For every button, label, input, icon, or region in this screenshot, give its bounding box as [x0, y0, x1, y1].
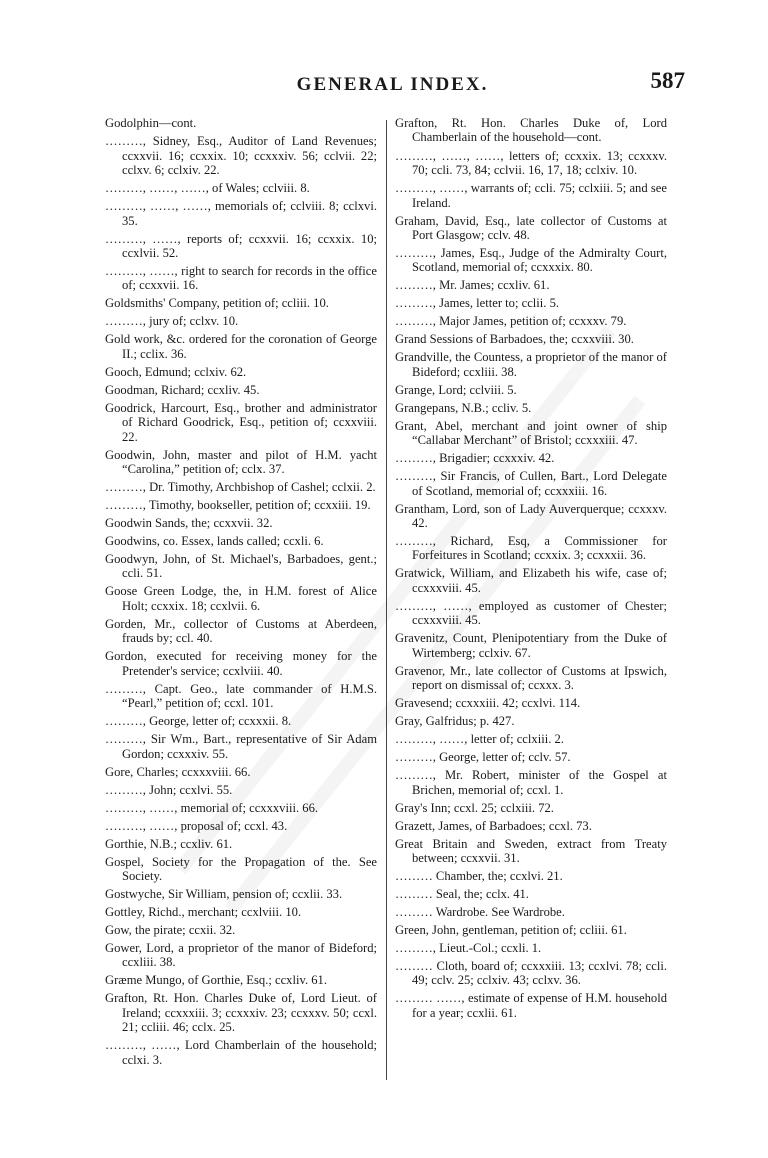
index-entry: ……… Cloth, board of; ccxxxiii. 13; ccxlvi. 78; ccli. 49; cclv. 25; cclxiv. 43; cclxv. 36. — [395, 958, 667, 988]
index-entry: Grangepans, N.B.; ccliv. 5. — [395, 400, 532, 415]
index-entry: Graham, David, Esq., late collector of Customs at Port Glasgow; cclv. 48. — [395, 213, 667, 243]
index-entry: ………, Sir Wm., Bart., representative of Sir Adam Gordon; ccxxxiv. 55. — [105, 732, 377, 761]
index-entry: ………, ……, employed as customer of Chester; ccxxxviii. 45. — [395, 598, 667, 628]
index-entry: ………, ……, ……, of Wales; cclviii. 8. — [105, 181, 310, 196]
index-entry: Gratwick, William, and Elizabeth his wife, case of; ccxxxviii. 45. — [395, 566, 667, 595]
index-entry: ………, ……, proposal of; ccxl. 43. — [105, 818, 288, 833]
index-entry: Goodwyn, John, of St. Michael's, Barbadoes, gent.; ccli. 51. — [105, 552, 377, 581]
index-entry: Grantham, Lord, son of Lady Auverquerque; ccxxxv. 42. — [395, 501, 667, 531]
index-entry: ……… Chamber, the; ccxlvi. 21. — [395, 868, 563, 883]
column-divider — [386, 120, 387, 1080]
index-entry: ………, George, letter of; cclv. 57. — [395, 750, 571, 765]
index-entry: ………, John; ccxlvi. 55. — [105, 782, 233, 797]
index-entry: Gottley, Richd., merchant; ccxlviii. 10. — [105, 904, 302, 919]
index-entry: ………, Mr. James; ccxliv. 61. — [395, 278, 550, 293]
index-entry: ……… ……, estimate of expense of H.M. household for a year; ccxlii. 61. — [395, 991, 667, 1020]
index-entry: Great Britain and Sweden, extract from Treaty between; ccxxvii. 31. — [395, 836, 667, 865]
index-entry: ………, Richard, Esq, a Commissioner for Forfeitures in Scotland; ccxxix. 3; ccxxxii. 36. — [395, 534, 667, 563]
index-entry: Goodman, Richard; ccxliv. 45. — [105, 382, 260, 397]
index-entry: Goodwin, John, master and pilot of H.M. yacht “Carolina,” petition of; cclx. 37. — [105, 447, 377, 477]
index-entry: Græme Mungo, of Gorthie, Esq.; ccxliv. 61. — [105, 973, 327, 988]
index-entry: Grazett, James, of Barbadoes; ccxl. 73. — [395, 818, 592, 833]
page-number: 587 — [650, 68, 685, 93]
index-column-right — [395, 116, 667, 1024]
index-entry: Green, John, gentleman, petition of; ccliii. 61. — [395, 922, 627, 937]
index-entry: ………, jury of; cclxv. 10. — [105, 314, 239, 329]
index-entry: ………, Dr. Timothy, Archbishop of Cashel; cclxii. 2. — [105, 480, 376, 495]
index-entry: ………, ……, reports of; ccxxvii. 16; ccxxix. 10; ccxlvii. 52. — [105, 231, 377, 261]
index-entry: Gravenitz, Count, Plenipotentiary from the Duke of Wirtemberg; cclxiv. 67. — [395, 631, 667, 660]
index-entry: Gower, Lord, a proprietor of the manor of Bideford; ccxliii. 38. — [105, 940, 377, 970]
index-entry: ………, ……, memorial of; ccxxxviii. 66. — [105, 800, 319, 815]
index-entry: ………, ……, ……, memorials of; cclviii. 8; cclxvi. 35. — [105, 199, 377, 228]
index-entry: Goodwins, co. Essex, lands called; ccxli. 6. — [105, 534, 324, 549]
index-entry: ………, James, letter to; cclii. 5. — [395, 296, 560, 311]
index-entry: ………, Major James, petition of; ccxxxv. 79. — [395, 314, 627, 329]
index-entry: Gold work, &c. ordered for the coronation of George II.; cclix. 36. — [105, 332, 377, 361]
index-entry: Goldsmiths' Company, petition of; ccliii. 10. — [105, 296, 329, 311]
index-entry: Gray, Galfridus; p. 427. — [395, 714, 515, 729]
index-entry: ………, ……, ……, letters of; ccxxix. 13; ccxxxv. 70; ccli. 73, 84; cclvii. 16, 17, 18; cclxiv. 10. — [395, 148, 667, 178]
index-entry: ………, Brigadier; ccxxxiv. 42. — [395, 451, 555, 466]
index-entry: Gravenor, Mr., late collector of Customs at Ipswich, report on dismissal of; ccxxx. 3. — [395, 663, 667, 693]
index-entry: ………, Capt. Geo., late commander of H.M.S. “Pearl,” petition of; ccxl. 101. — [105, 681, 377, 711]
index-entry: Grafton, Rt. Hon. Charles Duke of, Lord Lieut. of Ireland; ccxxxiii. 3; ccxxxiv. 23; ccxxxv. 50; ccxl. 21; ccliii. 46; cclx. 25. — [105, 991, 377, 1035]
index-entry: Gravesend; ccxxxiii. 42; ccxlvi. 114. — [395, 696, 581, 711]
index-entry: Godolphin—cont. — [105, 116, 197, 130]
index-column-left — [105, 116, 377, 1071]
index-entry: Gore, Charles; ccxxxviii. 66. — [105, 764, 251, 779]
index-entry: Gow, the pirate; ccxii. 32. — [105, 922, 236, 937]
index-entry: ………, ……, letter of; cclxiii. 2. — [395, 732, 564, 747]
page-title: GENERAL INDEX. — [296, 74, 489, 95]
index-entry: Grand Sessions of Barbadoes, the; ccxxviii. 30. — [395, 332, 634, 347]
index-entry: Grafton, Rt. Hon. Charles Duke of, Lord Chamberlain of the household—cont. — [395, 116, 667, 145]
index-entry: ……… Wardrobe. See Wardrobe. — [395, 904, 565, 919]
index-entry: ………, Sidney, Esq., Auditor of Land Revenues; ccxxvii. 16; ccxxix. 10; ccxxxiv. 56; cclvii. 22; cclxv. 6; cclxiv. 22. — [105, 134, 377, 178]
index-entry: Gooch, Edmund; cclxiv. 62. — [105, 364, 247, 379]
index-entry: Gordon, executed for receiving money for the Pretender's service; ccxlviii. 40. — [105, 649, 377, 678]
index-entry: Goose Green Lodge, the, in H.M. forest of Alice Holt; ccxxix. 18; ccxlvii. 6. — [105, 584, 377, 613]
index-entry: ………, ……, warrants of; ccli. 75; cclxiii. 5; and see Ireland. — [395, 181, 667, 210]
index-entry: Goodrick, Harcourt, Esq., brother and administrator of Richard Goodrick, Esq., petition of; ccxxviii. 22. — [105, 400, 377, 444]
index-entry: ………, ……, Lord Chamberlain of the household; cclxi. 3. — [105, 1038, 377, 1067]
index-entry: ………, Timothy, bookseller, petition of; ccxxiii. 19. — [105, 498, 371, 513]
index-entry: Gostwyche, Sir William, pension of; ccxlii. 33. — [105, 886, 343, 901]
index-entry: ……… Seal, the; cclx. 41. — [395, 886, 529, 901]
index-entry: Gray's Inn; ccxl. 25; cclxiii. 72. — [395, 800, 554, 815]
index-entry: Grandville, the Countess, a proprietor of the manor of Bideford; ccxliii. 38. — [395, 350, 667, 379]
index-entry: Gorden, Mr., collector of Customs at Aberdeen, frauds by; ccl. 40. — [105, 616, 377, 646]
index-entry: ………, George, letter of; ccxxxii. 8. — [105, 714, 292, 729]
index-entry: ………, Lieut.-Col.; ccxli. 1. — [395, 940, 542, 955]
index-entry: Gospel, Society for the Propagation of the. See Society. — [105, 854, 377, 883]
index-entry: Gorthie, N.B.; ccxliv. 61. — [105, 836, 233, 851]
index-entry: Goodwin Sands, the; ccxxvii. 32. — [105, 516, 273, 531]
index-entry: ………, Mr. Robert, minister of the Gospel at Brichen, memorial of; ccxl. 1. — [395, 768, 667, 797]
index-entry: ………, ……, right to search for records in the office of; ccxxvii. 16. — [105, 264, 377, 293]
index-entry: ………, James, Esq., Judge of the Admiralty Court, Scotland, memorial of; ccxxxix. 80. — [395, 246, 667, 275]
index-entry: ………, Sir Francis, of Cullen, Bart., Lord Delegate of Scotland, memorial of; ccxxxiii. 16. — [395, 469, 667, 498]
running-head — [100, 68, 685, 98]
index-entry: Grant, Abel, merchant and joint owner of ship “Callabar Merchant” of Bristol; ccxxxiii. 47. — [395, 418, 667, 448]
index-entry: Grange, Lord; cclviii. 5. — [395, 382, 517, 397]
